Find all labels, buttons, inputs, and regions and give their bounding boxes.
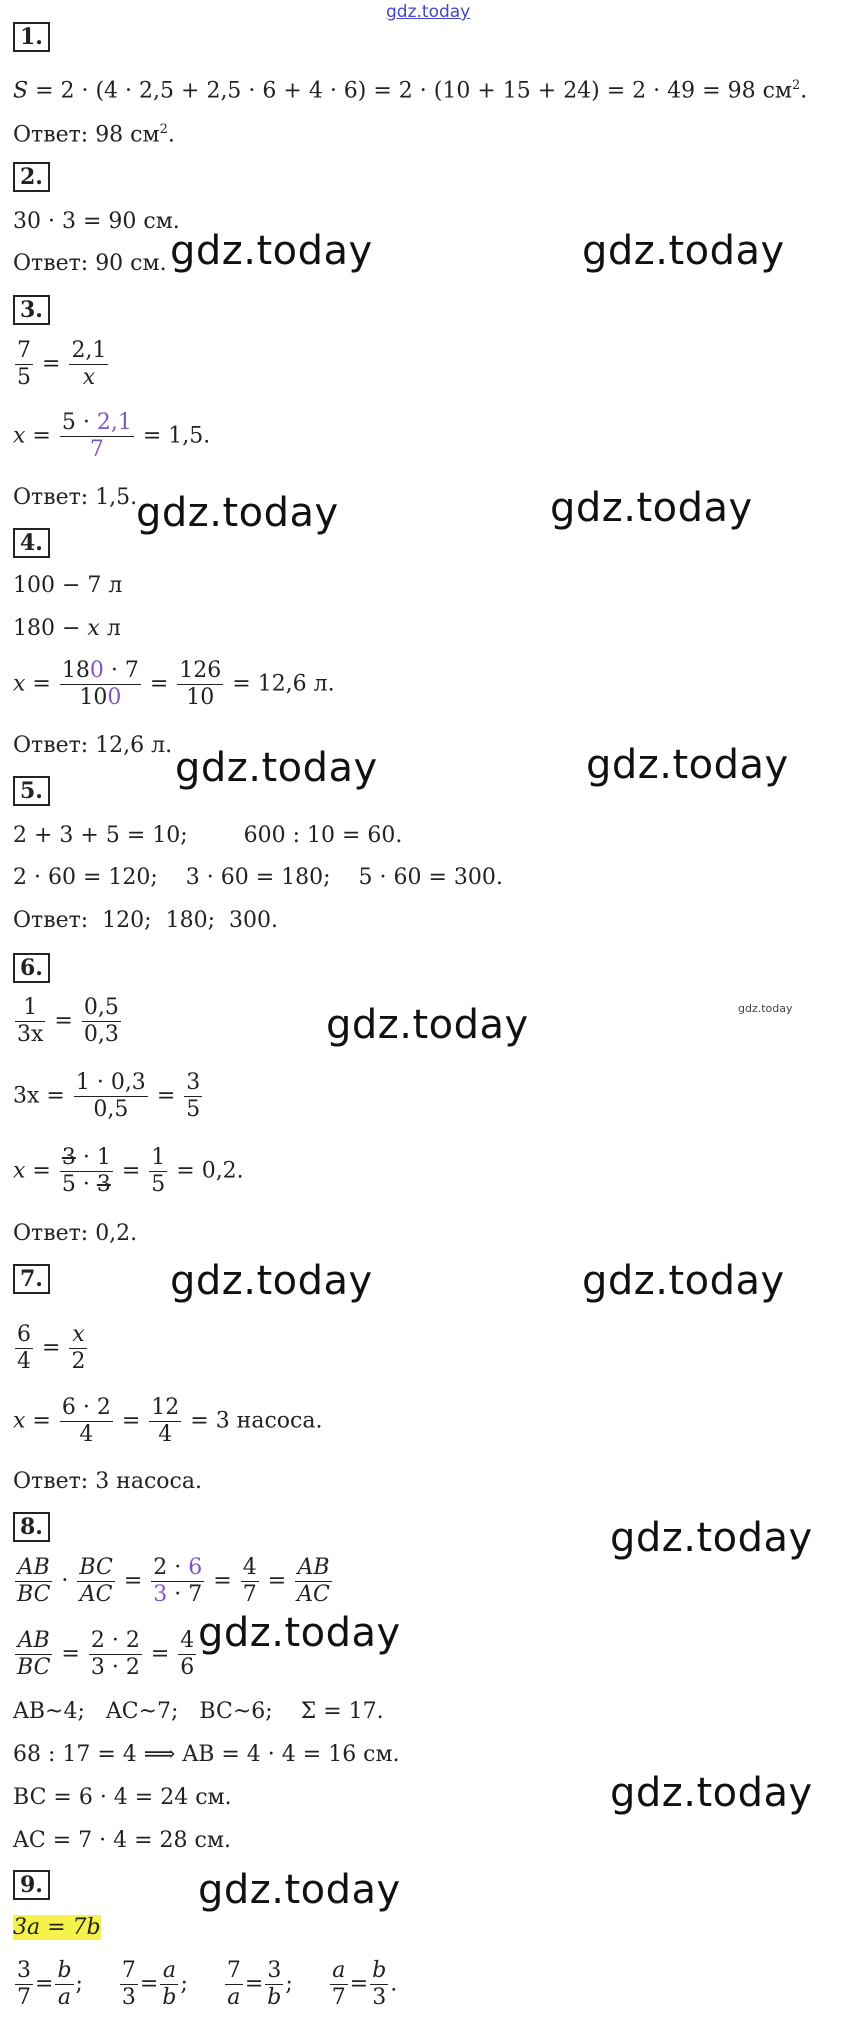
task-2-answer: Ответ: 90 см.: [13, 251, 167, 276]
task-6-line-2: 3x = $\frac{1 \cdot 0,3}{0,5}$ = $\frac{3}{5}$: [13, 1070, 201, 1122]
task-1-number: 1.: [13, 22, 50, 52]
task-8-line-4: 68 : 17 = 4 ⟹ AB = 4 · 4 = 16 см.: [13, 1742, 400, 1767]
watermark-top-link[interactable]: gdz.today: [386, 2, 471, 22]
task-4-line-2: 180 − x л: [13, 616, 121, 641]
task-7-solution: x = $\frac{6 \cdot 2}{4}$ = $\frac{12}{4}$ = 3 насоса.: [13, 1395, 323, 1447]
task-7-proportion: $\frac{6}{4}$ = $\frac{x}{2}$: [17, 1322, 86, 1374]
task-2-number: 2.: [13, 162, 50, 192]
watermark: gdz.today: [170, 228, 373, 274]
task-4-answer: Ответ: 12,6 л.: [13, 733, 173, 758]
task-8-number: 8.: [13, 1512, 50, 1542]
task-9-number: 9.: [13, 1870, 50, 1900]
watermark: gdz.today: [610, 1770, 813, 1816]
watermark: gdz.today: [175, 745, 378, 791]
task-3-proportion: $\frac{7}{5}$ = $\frac{2,1}{x}$: [17, 338, 107, 390]
task-4-line-1: 100 − 7 л: [13, 573, 123, 598]
task-9-proportions: $\frac{3}{7}$ = $\frac{b}{a}$ ; $\frac{7}{3}$ = $\frac{a}{b}$ ; $\frac{7}{a}$ = $\frac{3}{b}$ ; $\frac{a}{7}$ = $\frac{b}{3}$ .: [17, 1958, 398, 2010]
task-7-answer: Ответ: 3 насоса.: [13, 1469, 202, 1494]
task-5-line-1: 2 + 3 + 5 = 10; 600 : 10 = 60.: [13, 823, 403, 848]
task-5-answer: Ответ: 120; 180; 300.: [13, 908, 278, 933]
watermark: gdz.today: [198, 1867, 401, 1913]
task-8-line-6: AC = 7 · 4 = 28 см.: [13, 1828, 231, 1853]
task-4-solution: x = $\frac{180 \cdot 7}{100}$ = $\frac{126}{10}$ = 12,6 л.: [13, 658, 335, 710]
task-3-number: 3.: [13, 295, 50, 325]
task-8-line-1: $\frac{AB}{BC}$ · $\frac{BC}{AC}$ = $\frac{2 \cdot 6}{3 \cdot 7}$ = $\frac{4}{7}$ = $\frac{AB}{AC}$: [17, 1555, 330, 1607]
task-2-equation: 30 · 3 = 90 см.: [13, 209, 180, 234]
task-8-line-5: BC = 6 · 4 = 24 см.: [13, 1785, 232, 1810]
task-8-line-2: $\frac{AB}{BC}$ = $\frac{2 \cdot 2}{3 \cdot 2}$ = $\frac{4}{6}$: [17, 1628, 195, 1680]
task-6-solution: x = $\frac{3 \cdot 1}{5 \cdot 3}$ = $\frac{1}{5}$ = 0,2.: [13, 1145, 244, 1197]
watermark: gdz.today: [582, 228, 785, 274]
watermark: gdz.today: [610, 1515, 813, 1561]
task-6-number: 6.: [13, 953, 50, 983]
watermark: gdz.today: [198, 1610, 401, 1656]
task-4-number: 4.: [13, 528, 50, 558]
watermark: gdz.today: [170, 1258, 373, 1304]
task-6-proportion: $\frac{1}{3x}$ = $\frac{0,5}{0,3}$: [17, 995, 119, 1047]
task-7-number: 7.: [13, 1264, 50, 1294]
watermark: gdz.today: [136, 490, 339, 536]
watermark-small: gdz.today: [738, 1002, 793, 1015]
watermark: gdz.today: [326, 1002, 529, 1048]
task-1-answer: Ответ: 98 $см^2$.: [13, 122, 175, 148]
task-5-number: 5.: [13, 776, 50, 806]
task-3-answer: Ответ: 1,5.: [13, 485, 138, 510]
watermark: gdz.today: [550, 485, 753, 531]
task-9-highlight: 3a = 7b: [13, 1915, 101, 1940]
task-6-answer: Ответ: 0,2.: [13, 1221, 138, 1246]
task-3-solution: x = $\frac{5 \cdot 2,1}{7}$ = 1,5.: [13, 410, 211, 462]
task-5-line-2: 2 · 60 = 120; 3 · 60 = 180; 5 · 60 = 300.: [13, 865, 503, 890]
task-1-equation: S = 2 · (4 · 2,5 + 2,5 · 6 + 4 · 6) = 2 · (10 + 15 + 24) = 2 · 49 = 98 $см^2$.: [13, 78, 808, 104]
watermark: gdz.today: [582, 1258, 785, 1304]
task-8-line-3: AB~4; AC~7; BC~6; Σ = 17.: [13, 1699, 384, 1724]
watermark: gdz.today: [586, 742, 789, 788]
